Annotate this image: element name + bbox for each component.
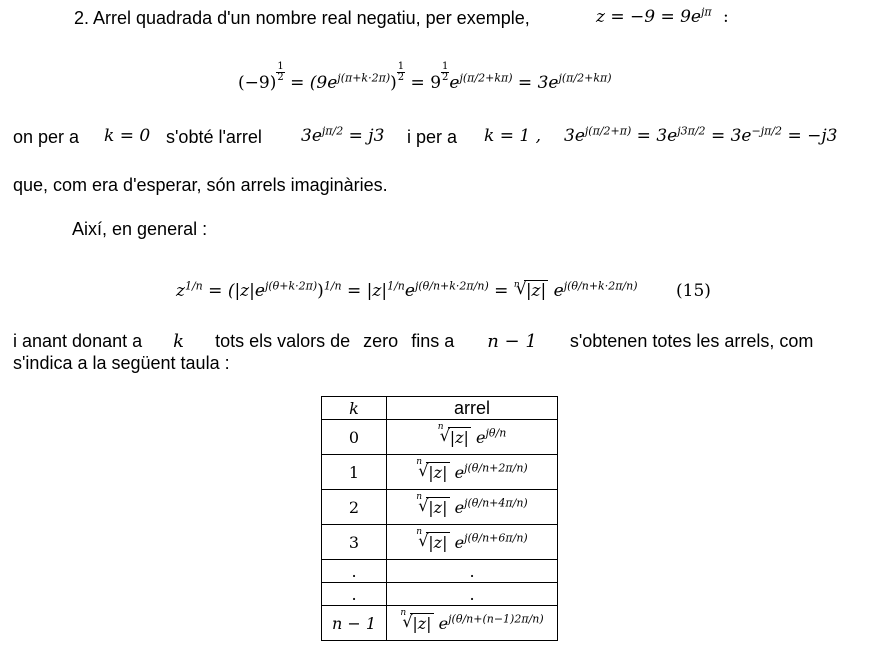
line2-root1-val: = −j3 [787, 126, 838, 146]
para-part-4: fins a [411, 331, 455, 351]
line2-root0-val: = j3 [348, 126, 385, 146]
table-cell-root: n √ |z| $e^{j(\theta/n+(n-1)2\pi/n)}$ [387, 606, 558, 641]
table-cell-k: . [322, 583, 387, 606]
eq1-mid-base: 9 [430, 73, 442, 93]
line2-root1: $3e^{j(\pi/2+\pi)} = 3e^{j3\pi/2} = 3e^{-j\pi/2} = -j3$ [564, 124, 838, 146]
line2-root1-exp: j(π/2+π) [584, 124, 632, 138]
eq1-rhs: 3e [537, 73, 559, 93]
line2-i-per-a: i per a [407, 127, 458, 147]
table-cell-root: n √ |z| $e^{j\theta/n}$ [387, 420, 558, 455]
intro-expr: z = −9 = 9e [596, 7, 701, 27]
intro-label: 2. Arrel quadrada d'un nombre real negatiu, per exemple, [74, 8, 530, 28]
eq1-eq3: = [517, 73, 533, 93]
eq15-mid2: = |z| [347, 281, 388, 301]
intro-expr-exp: jπ [701, 5, 712, 19]
table-cell-root: n √ |z| $e^{j(\theta/n+2\pi/n)}$ [387, 455, 558, 490]
line2-on-per-a: on per a [13, 127, 80, 147]
table-cell-k: 0 [322, 420, 387, 455]
table-row [322, 583, 558, 606]
eq1-polar-exp: j(π+k·2π) [337, 71, 391, 85]
equation-sqrt-neg9: (−9) $\frac{1}{2}$ = $(9e^{j(\pi+k\cdot 2\pi)})$ $\frac{1}{2}$ = 9 $\frac{1}{2}$ $e^{j(\pi/2+k\pi)} = 3e^{j(\pi/2+k\pi)}$ [238, 61, 612, 93]
eq15-number: (15) [676, 281, 711, 301]
table-cell-root: . [387, 560, 558, 583]
line3-text: que, com era d'esperar, són arrels imaginàries. [13, 175, 388, 195]
eq1-mid-half: $\frac{1}{2}$ [442, 61, 449, 83]
eq15-lhs-exp: 1/n [184, 279, 203, 293]
eq1-eq2: = [410, 73, 425, 93]
intro-colon: : [723, 7, 729, 27]
intro-expression [596, 6, 729, 28]
para-part-3: zero [363, 331, 399, 351]
table-cell-root: n √ |z| $e^{j(\theta/n+4\pi/n)}$ [387, 490, 558, 525]
equation-15: $z^{1/n} = (|z|e^{j(\theta+k\cdot 2\pi)})^{1/n} = |z|^{1/n}e^{j(\theta/n+k\cdot 2\pi/n)}$ = n √ |z| $e^{j(\theta/n+k\cdot 2\pi/n)}$ [176, 280, 638, 302]
table-row [322, 455, 558, 490]
eq15-rhs-exp: j(θ/n+k·2π/n) [563, 279, 638, 293]
line4-text: Així, en general : [72, 219, 208, 239]
para-part-0: i anant donant a [13, 331, 143, 351]
table-row [322, 525, 558, 560]
eq15-root: n √ |z| [514, 280, 548, 302]
para-part-6: s'obtenen totes les arrels, com [569, 331, 814, 351]
table-row [322, 420, 558, 455]
eq15-mid1: = (|z|e [208, 281, 265, 301]
para-part-1: k [173, 331, 185, 352]
roots-table [321, 396, 558, 641]
line2-root0-exp: jπ/2 [321, 124, 344, 138]
table-cell-root: n √ |z| $e^{j(\theta/n+6\pi/n)}$ [387, 525, 558, 560]
eq1-mid-exp: j(π/2+kπ) [459, 71, 513, 85]
table-cell-k: 1 [322, 455, 387, 490]
table-header-k: k [322, 397, 387, 420]
line2-root1-exp3: −jπ/2 [751, 124, 783, 138]
eq1-eq: = [290, 73, 305, 93]
eq15-mid1-pow: 1/n [323, 279, 342, 293]
eq1-lhs-base: (−9) [238, 73, 277, 93]
table-header-arrel: arrel [387, 397, 558, 420]
eq1-rhs-exp: j(π/2+kπ) [558, 71, 612, 85]
line2-root1-exp2: j3π/2 [677, 124, 706, 138]
table-cell-k: n − 1 [322, 606, 387, 641]
eq15-lhs: z [176, 281, 185, 301]
table-cell-root: . [387, 583, 558, 606]
eq1-polar-close: ) [390, 73, 397, 93]
eq15-mid2-exp: j(θ/n+k·2π/n) [414, 279, 489, 293]
eq15-mid1-exp: j(θ+k·2π) [264, 279, 318, 293]
line2-root1-eq3: = 3e [710, 126, 752, 146]
line2-k1: k = 1 , [484, 126, 541, 146]
eq15-mid2-e: e [404, 281, 415, 301]
table-cell-k: 2 [322, 490, 387, 525]
eq15-mid2-pow: 1/n [387, 279, 405, 293]
eq1-lhs-half: $\frac{1}{2}$ [277, 61, 284, 83]
para-part-5: n − 1 [487, 331, 537, 352]
para-part-2: tots els valors de [215, 331, 351, 351]
line2-sobte: s'obté l'arrel [166, 127, 262, 147]
eq1-polar-open: (9e [309, 73, 338, 93]
line2-root1-eq2: = 3e [636, 126, 678, 146]
table-row [322, 560, 558, 583]
eq15-mid1-close: ) [317, 281, 324, 301]
eq15-rhs-e: e [553, 281, 564, 301]
table-cell-k: 3 [322, 525, 387, 560]
table-cell-k: . [322, 560, 387, 583]
line2-k0: k = 0 [104, 126, 151, 146]
para-line-b: s'indica a la següent taula : [13, 353, 230, 373]
table-row [322, 606, 558, 641]
table-row [322, 490, 558, 525]
line2-root0: $3e^{j\pi/2} = j3$ [301, 124, 385, 146]
eq1-polar-half: $\frac{1}{2}$ [397, 61, 405, 83]
para-line-a [13, 330, 885, 353]
